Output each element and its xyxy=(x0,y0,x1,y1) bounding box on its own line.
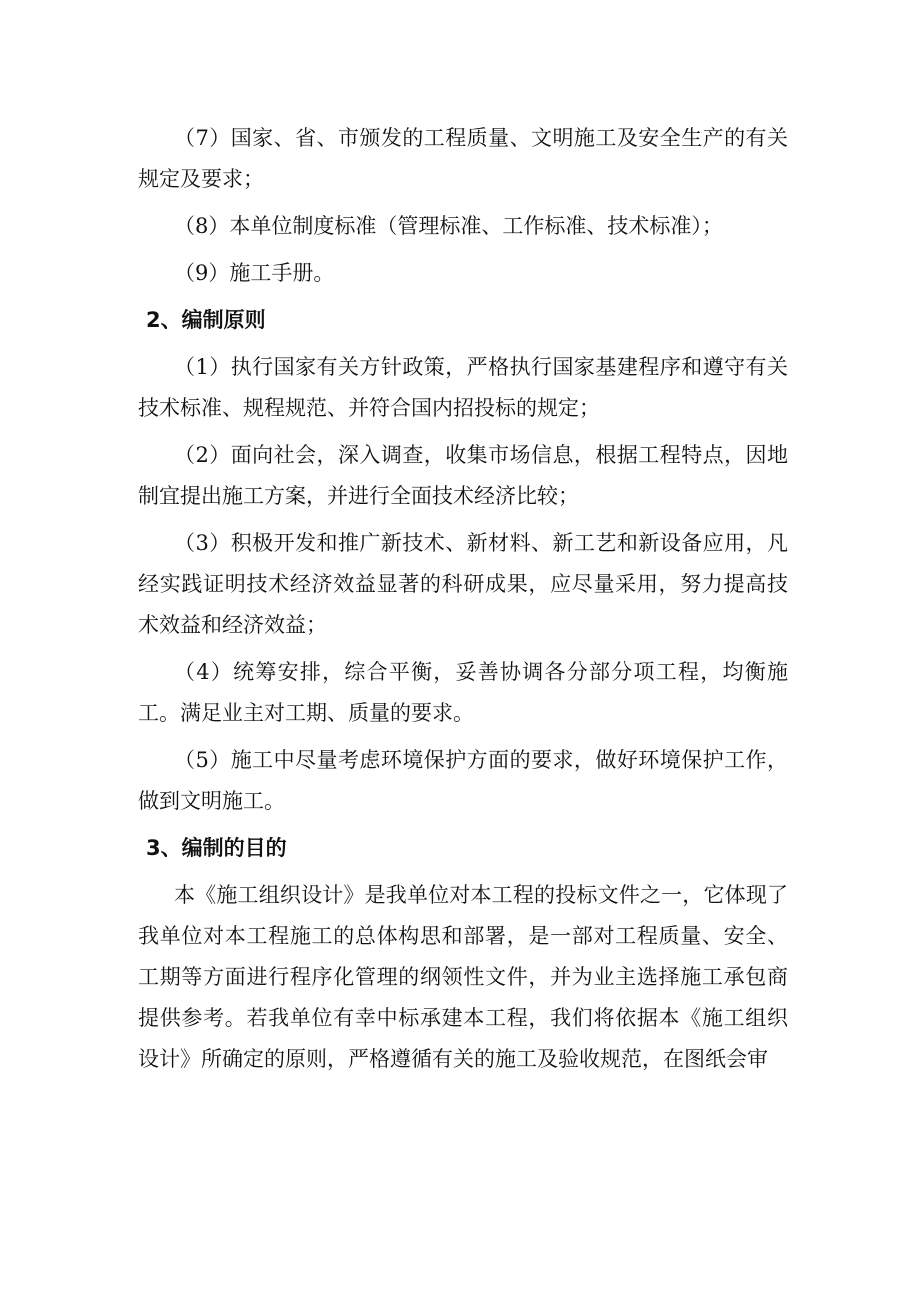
paragraph-item-8: （8）本单位制度标准（管理标准、工作标准、技术标准）； xyxy=(174,214,723,238)
principle-item-1: （1）执行国家有关方针政策，严格执行国家基建程序和遵守有关技术标准、规程规范、并符合国内招投标的规定； xyxy=(138,355,788,420)
purpose-paragraph: 本《施工组织设计》是我单位对本工程的投标文件之一，它体现了我单位对本工程施工的总体构思和部署，是一部对工程质量、安全、工期等方面进行程序化管理的纲领性文件，并为业主选择施工承包商提供参考。若我单位有幸中标承建本工程，我们将依据本《施工组织设计》所确定的原则，严格遵循有关的施工及验收规范，在图纸会审 xyxy=(138,883,788,1071)
principle-item-3: （3）积极开发和推广新技术、新材料、新工艺和新设备应用，凡经实践证明技术经济效益显著的科研成果，应尽量采用，努力提高技术效益和经济效益； xyxy=(138,531,788,637)
section-heading-compile-principles: 2、编制原则 xyxy=(146,308,266,332)
paragraph-item-9: （9）施工手册。 xyxy=(174,261,335,285)
section-heading-compile-purpose: 3、编制的目的 xyxy=(146,836,287,860)
principle-item-5: （5）施工中尽量考虑环境保护方面的要求，做好环境保护工作，做到文明施工。 xyxy=(138,748,788,813)
principle-item-4: （4）统筹安排，综合平衡，妥善协调各分部分项工程，均衡施工。满足业主对工期、质量的要求。 xyxy=(138,660,788,725)
principle-item-2: （2）面向社会，深入调查，收集市场信息，根据工程特点，因地制宜提出施工方案，并进行全面技术经济比较； xyxy=(138,443,788,508)
paragraph-item-7: （7）国家、省、市颁发的工程质量、文明施工及安全生产的有关规定及要求； xyxy=(138,126,788,191)
document-body xyxy=(138,118,788,1086)
